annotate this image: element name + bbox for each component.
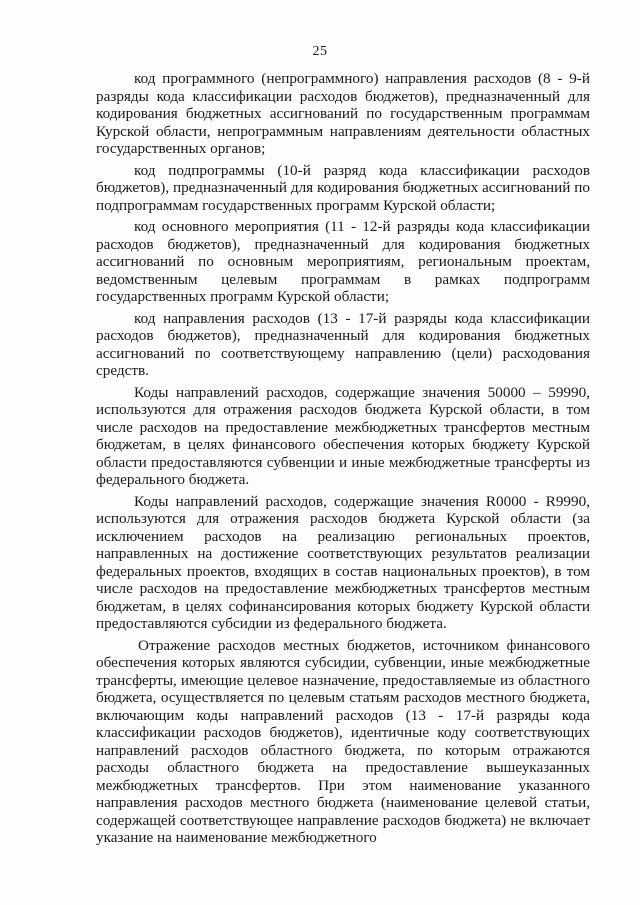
page-number: 25: [312, 44, 328, 59]
paragraph-local-budgets: Отражение расходов местных бюджетов, источником финансового обеспечения которых являются субсидии, субвенции, иные межбюджетные трансферты, имеющие целевое назначение, предоставляемые из областного бюджета, осуществляется по целевым статьям расходов местного бюджета, включающим коды направлений расходов (13 - 17-й разряды кода классификации расходов бюджетов), идентичные коду соответствующих направлений расходов областного бюджета, по которым отражаются расходы областного бюджета на предоставление вышеуказанных межбюджетных трансфертов. При этом наименование указанного направления расходов местного бюджета (наименование целевой статьи, содержащей соответствующее направление расходов бюджета) не включает указание на наименование межбюджетного: [96, 636, 590, 846]
document-body: [96, 70, 590, 851]
paragraph-program-code: код программного (непрограммного) направления расходов (8 - 9-й разряды кода классификации расходов бюджетов), предназначенный для кодирования бюджетных ассигнований по государственным программам Курской области, непрограммным направлениям деятельности областных государственных органов;: [96, 70, 590, 157]
paragraph-expense-direction-code: код направления расходов (13 - 17-й разряды кода классификации расходов бюджетов), предназначенный для кодирования бюджетных ассигнований по соответствующему направлению (цели) расходования средств.: [96, 309, 590, 379]
paragraph-main-activity-code: код основного мероприятия (11 - 12-й разряды кода классификации расходов бюджетов), предназначенный для кодирования бюджетных ассигнований по основным мероприятиям, региональным проектам, ведомственным целевым программам в рамках подпрограмм государственных программ Курской области;: [96, 218, 590, 305]
paragraph-codes-50000: Коды направлений расходов, содержащие значения 50000 – 59990, используются для отражения расходов бюджета Курской области, в том числе расходов на предоставление межбюджетных трансфертов местным бюджетам, в целях финансового обеспечения которых бюджету Курской области предоставляются субвенции и иные межбюджетные трансферты из федерального бюджета.: [96, 383, 590, 488]
paragraph-subprogram-code: код подпрограммы (10-й разряд кода классификации расходов бюджетов), предназначенный для кодирования бюджетных ассигнований по подпрограммам государственных программ Курской области;: [96, 161, 590, 214]
paragraph-codes-r0000: Коды направлений расходов, содержащие значения R0000 - R9990, используются для отражения расходов бюджета Курской области (за исключением расходов на реализацию региональных проектов, направленных на достижение соответствующих результатов реализации федеральных проектов, входящих в состав национальных проектов), в том числе расходов на предоставление межбюджетных трансфертов местным бюджетам, в целях софинансирования которых бюджету Курской области предоставляются субсидии из федерального бюджета.: [96, 492, 590, 632]
